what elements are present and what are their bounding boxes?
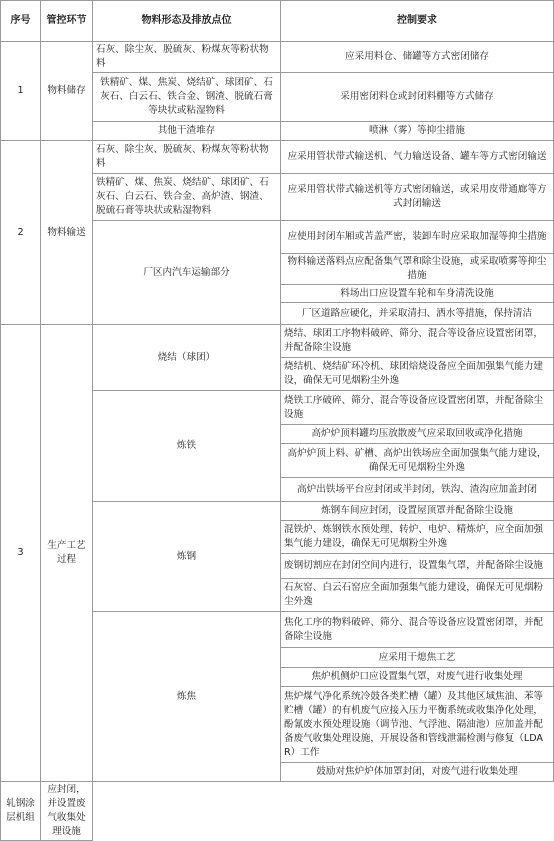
material-form: 石灰、除尘灰、脱硫灰、粉煤灰等粉状物料 <box>93 141 281 174</box>
process-label: 炼钢 <box>93 502 281 612</box>
control-requirement: 石灰窑、白云石窑应全面加强集气能力建设，确保无可见烟粉尘外逸 <box>281 579 554 612</box>
control-requirement: 高炉炉顶料罐均压放散废气应采取回收或净化措施 <box>281 425 554 444</box>
control-requirement: 炼钢车间应封闭，设置屋顶罩并配备除尘设施 <box>281 502 554 521</box>
control-requirement: 采用密闭料仓或封闭料棚等方式储存 <box>281 73 554 122</box>
control-requirement: 应采用料仓、储罐等方式密闭储存 <box>281 42 554 73</box>
control-requirement: 应采用管状带式输送机、气力输送设备、罐车等方式密闭输送 <box>281 141 554 174</box>
control-requirement: 喷淋（雾）等抑尘措施 <box>281 122 554 141</box>
table-row <box>1 42 554 73</box>
control-requirement: 厂区道路应硬化，并采取清扫、洒水等措施，保持清洁 <box>281 303 554 325</box>
process-label: 轧钢涂层机组 <box>1 782 41 841</box>
header-requirement: 控制要求 <box>281 1 554 42</box>
control-requirement: 高炉炉顶上料、矿槽、高炉出铁场应全面加强集气能力建设，确保无可见烟粉尘外逸 <box>281 444 554 478</box>
control-requirement: 烧结机、烧结矿环冷机、球团焙烧设备应全面加强集气能力建设，确保无可见烟粉尘外逸 <box>281 358 554 391</box>
section-name: 物料输送 <box>41 141 93 325</box>
material-form: 石灰、除尘灰、脱硫灰、粉煤灰等粉状物料 <box>93 42 281 73</box>
material-form: 铁精矿、煤、焦炭、烧结矿、球团矿、石灰石、白云石、铁合金、钢渣、脱硫石膏等块状或粘湿物料 <box>93 73 281 122</box>
header-row <box>1 1 554 42</box>
table-row <box>1 782 554 841</box>
control-requirement: 应采用管状带式输送机等方式密闭输送，或采用皮带通廊等方式封闭输送 <box>281 174 554 221</box>
header-link: 管控环节 <box>41 1 93 42</box>
control-requirement: 焦化工序的物料破碎、筛分、混合等设备应设置密闭罩，并配备除尘设施 <box>281 612 554 648</box>
control-requirement: 混铁炉、炼钢铁水预处理、转炉、电炉、精炼炉，应全面加强集气能力建设，确保无可见烟粉尘外逸 <box>281 521 554 554</box>
section-number: 3 <box>1 325 41 782</box>
section-number: 1 <box>1 42 41 141</box>
material-form: 铁精矿、煤、焦炭、烧结矿、球团矿、石灰石、白云石、铁合金、高炉渣、钢渣、脱硫石膏等块状或粘湿物料 <box>93 174 281 221</box>
section-name: 生产工艺过程 <box>41 325 93 782</box>
control-requirement: 应使用封闭车厢或苫盖严密，装卸车时应采取加湿等抑尘措施 <box>281 221 554 254</box>
material-form: 厂区内汽车运输部分 <box>93 221 281 325</box>
control-requirement: 废钢切割应在封闭空间内进行，设置集气罩，并配备除尘设施 <box>281 554 554 579</box>
header-form: 物料形态及排放点位 <box>93 1 281 42</box>
table-row <box>1 325 554 358</box>
control-requirement: 应封闭，并设置废气收集处理设施 <box>41 782 93 841</box>
process-label: 炼铁 <box>93 391 281 502</box>
control-requirement: 鼓励对焦炉炉体加罩封闭，对废气进行收集处理 <box>281 763 554 782</box>
control-requirement: 烧铁工序破碎、筛分、混合等设备应设置密闭罩，并配备除尘设施 <box>281 391 554 425</box>
control-requirement: 烧结、球团工序物料破碎、筛分、混合等设备应设置密闭罩，并配备除尘设施 <box>281 325 554 358</box>
material-form: 其他干渣堆存 <box>93 122 281 141</box>
table-row <box>1 141 554 174</box>
process-label: 烧结（球团） <box>93 325 281 391</box>
section-number: 2 <box>1 141 41 325</box>
header-no: 序号 <box>1 1 41 42</box>
control-requirement: 物料输送落料点应配备集气罩和除尘设施，或采取喷雾等抑尘措施 <box>281 254 554 285</box>
section-name: 物料储存 <box>41 42 93 141</box>
control-requirement: 焦炉机侧炉口应设置集气罩，对废气进行收集处理 <box>281 668 554 687</box>
control-requirement: 应采用干熄焦工艺 <box>281 648 554 668</box>
process-label: 炼焦 <box>93 612 281 782</box>
control-requirement: 料场出口应设置车轮和车身清洗设施 <box>281 285 554 303</box>
control-requirement: 焦炉煤气净化系统冷鼓各类贮槽（罐）及其他区域焦油、苯等贮槽（罐）的有机废气应接入压力平衡系统或收集净化处理，酚氰废水预处理设施（调节池、气浮池、隔油池）应加盖并配备废气收集处理设施，开展设备和管线泄漏检测与修复（LDAR）工作 <box>281 687 554 763</box>
control-requirement: 高炉出铁场平台应封闭或半封闭，铁沟、渣沟应加盖封闭 <box>281 478 554 502</box>
